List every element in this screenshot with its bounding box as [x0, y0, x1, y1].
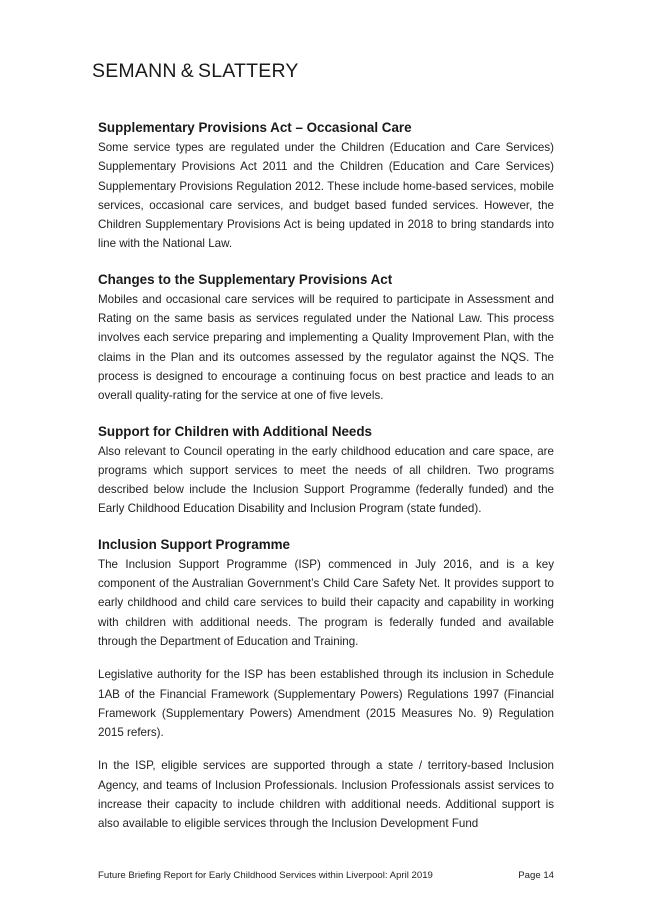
paragraph: Some service types are regulated under the Children (Education and Care Services) Supplementary Provisions Act 2011 and the Children (Education and Care Services) Supplementary Provisions Regulation 2012. These include home-based services, mobile services, occasional care services, and budget based funded services. However, the Children Supplementary Provisions Act is being updated in 2018 to bring standards into line with the National Law.: [98, 141, 554, 251]
section-heading: Supplementary Provisions Act – Occasional Care: [98, 120, 412, 135]
company-logo: SEMANN & SLATTERY: [92, 60, 299, 82]
paragraph: Also relevant to Council operating in the early childhood education and care space, are programs which support services to meet the needs of all children. Two programs described below include the Inclusion Support Programme (federally funded) and the Early Childhood Education Disability and Inclusion Program (state funded).: [98, 444, 554, 516]
paragraph: In the ISP, eligible services are supported through a state / territory-based Inclusion Agency, and teams of Inclusion Professionals. Inclusion Professionals assist services to increase their capacity to include children with additional needs. Additional support is also available to eligible services through the Inclusion Development Fund: [98, 759, 554, 831]
document-body: [98, 118, 554, 834]
page-footer: [98, 870, 554, 881]
paragraph: Mobiles and occasional care services will be required to participate in Assessment and Rating on the same basis as services regulated under the National Law. This process involves each service preparing and implementing a Quality Improvement Plan, with the claims in the Plan and its outcomes assessed by the regulator against the NQS. The process is designed to encourage a continuing focus on best practice and leads to an overall quality-rating for the service at one of five levels.: [98, 292, 554, 403]
section-heading: Inclusion Support Programme: [98, 536, 290, 552]
paragraph: Legislative authority for the ISP has been established through its inclusion in Schedule 1AB of the Financial Framework (Supplementary Powers) Regulations 1997 (Financial Framework (Supplementary Powers) Amendment (2015 Measures No. 9) Regulation 2015 refers).: [98, 668, 554, 740]
paragraph: The Inclusion Support Programme (ISP) commenced in July 2016, and is a key component of the Australian Government’s Child Care Safety Net. It provides support to early childhood and child care services to build their capacity and capability in working with children with additional needs. The program is federally funded and available through the Department of Education and Training.: [98, 557, 554, 648]
section-heading: Support for Children with Additional Needs: [98, 423, 373, 439]
section-heading: Changes to the Supplementary Provisions Act: [98, 271, 393, 287]
footer-text: Future Briefing Report for Early Childhood Services within Liverpool: April 2019: [98, 870, 433, 881]
page-number: Page 14: [518, 870, 554, 881]
